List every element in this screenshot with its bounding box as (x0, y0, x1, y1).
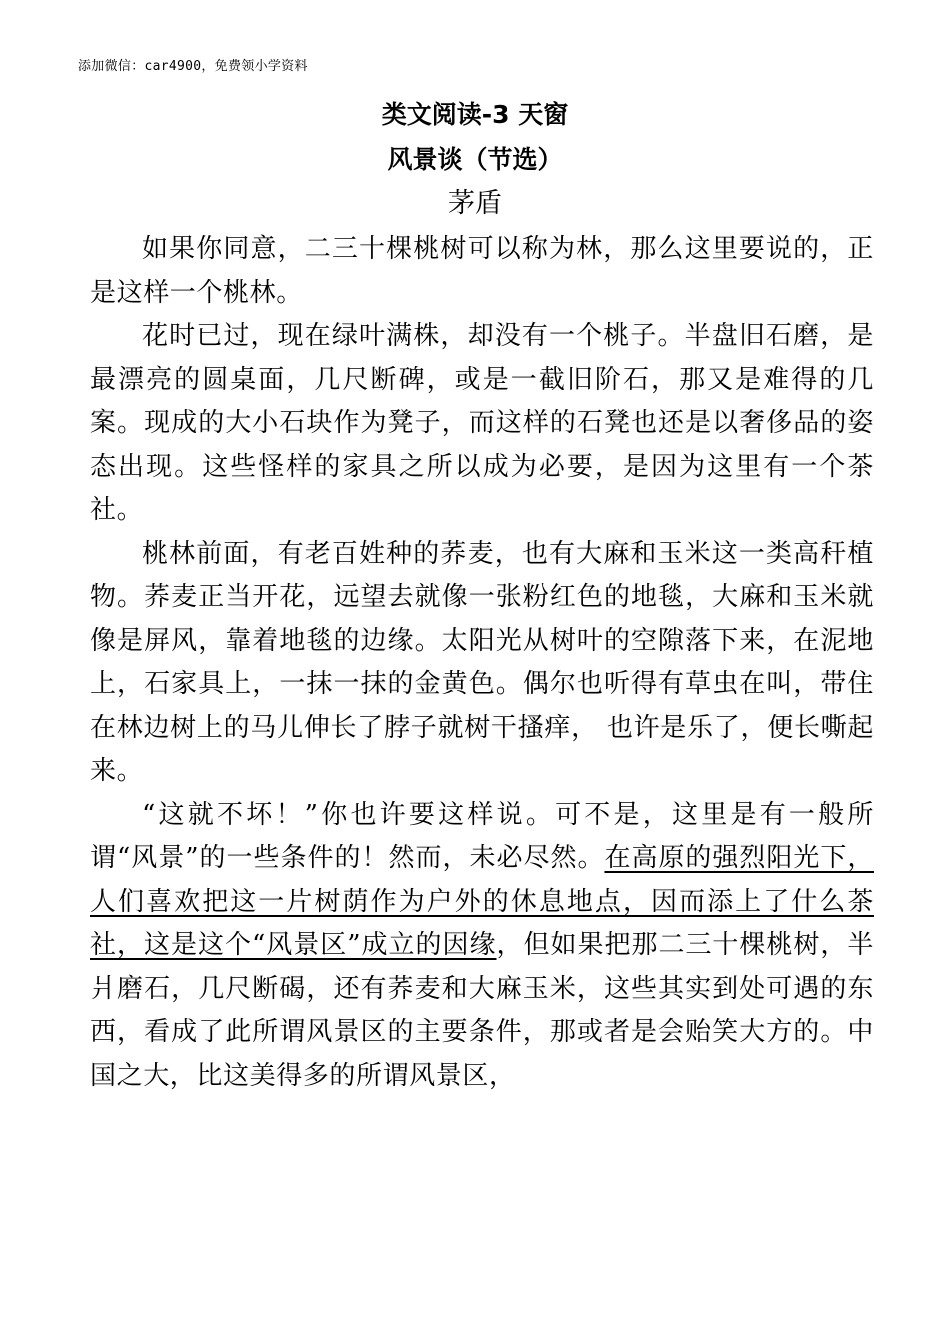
author-name: 茅盾 (448, 188, 502, 219)
paragraph-3: 桃林前面，有老百姓种的荞麦，也有大麻和玉米这一类高秆植物。荞麦正当开花，远望去就像一张粉红色的地毯，大麻和玉米就像是屏风，靠着地毯的边缘。太阳光从树叶的空隙落下来，在泥地上，石家具上，一抹一抹的金黄色。偶尔也听得有草虫在叫，带住在林边树上的马儿伸长了脖子就树干搔痒， 也许是乐了，便长嘶起来。 (90, 538, 874, 786)
paragraph-4 (90, 794, 874, 1099)
paragraph-4-text: “这就不坏！”你也许要这样说。可不是，这里是有一般所谓“风景”的一些条件的！然而，未必尽然。 (90, 799, 874, 873)
underlined-sentence: 在高原的强烈阳光下，人们喜欢把这一片树荫作为户外的休息地点，因而添上了什么茶社，这是这个“风景区”成立的因缘 (90, 843, 874, 960)
article-body (90, 228, 874, 1098)
paragraph-2: 花时已过，现在绿叶满株，却没有一个桃子。半盘旧石磨，是最漂亮的圆桌面，几尺断碑，或是一截旧阶石，那又是难得的几案。现成的大小石块作为凳子，而这样的石凳也还是以奢侈品的姿态出现。这些怪样的家具之所以成为必要，是因为这里有一个茶社。 (90, 321, 874, 525)
header-note: 添加微信：car4900，免费领小学资料 (78, 59, 308, 74)
essay-title: 风景谈（节选） (387, 145, 563, 174)
paragraph-4-continuation: ，但如果把那二三十棵桃树，半爿磨石，几尺断碣，还有荞麦和大麻玉米，这些其实到处可遇的东西，看成了此所谓风景区的主要条件，那或者是会贻笑大方的。中国之大，比这美得多的所谓风景区， (90, 930, 874, 1091)
page-title: 类文阅读-3 天窗 (381, 100, 569, 129)
paragraph-1: 如果你同意，二三十棵桃树可以称为林，那么这里要说的，正是这样一个桃林。 (90, 234, 874, 308)
